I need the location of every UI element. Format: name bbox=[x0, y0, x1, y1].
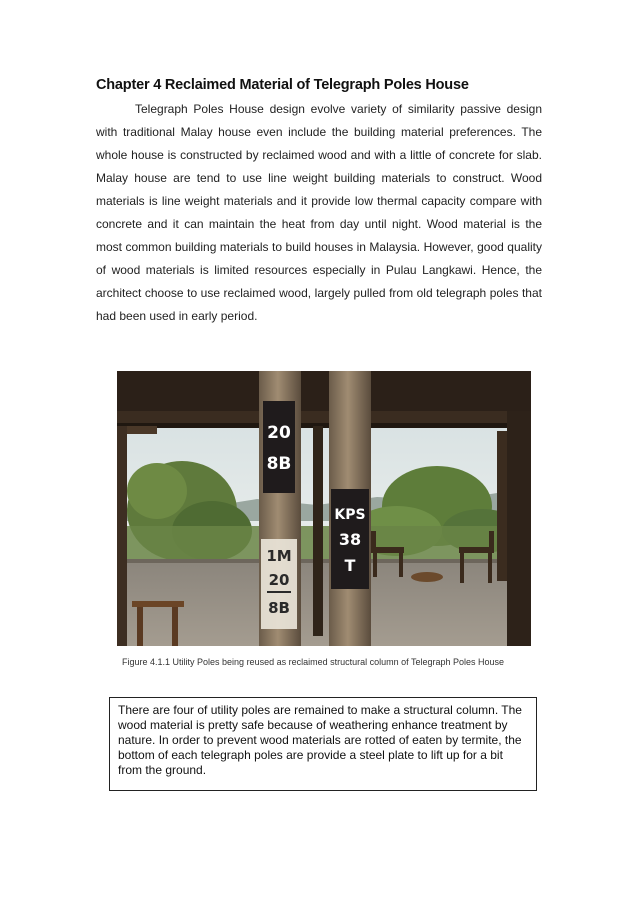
figure-caption: Figure 4.1.1 Utility Poles being reused as reclaimed structural column of Telegraph Poles House bbox=[122, 657, 505, 667]
pole-left-lower-line3: 8B bbox=[268, 599, 290, 617]
left-frame bbox=[117, 426, 127, 646]
pole-left-tag-line2: 8B bbox=[266, 454, 292, 474]
pole-left-lower-line2: 20 bbox=[268, 571, 290, 589]
chapter-heading: Chapter 4 Reclaimed Material of Telegraph Poles House bbox=[96, 77, 469, 93]
pole-right-tag-line2: 38 bbox=[338, 530, 362, 549]
wooden-bowl bbox=[411, 572, 443, 582]
body-paragraph: Telegraph Poles House design evolve variety of similarity passive design with traditional Malay house even include the building material preferences. The whole house is constructed by reclaimed wood and with a little of concrete for slab. Malay house are tend to use line weight building materials to construct. Wood materials is line weight materials and it provide low thermal capacity compare with concrete and it can maintain the heat from day until night. Wood material is the most common building materials to build houses in Malaysia. However, good quality of wood materials is limited resources especially in Pulau Langkawi. Hence, the architect choose to use reclaimed wood, largely pulled from old telegraph poles that had been used in early period. bbox=[96, 102, 542, 323]
figure-photo bbox=[117, 371, 531, 646]
back-post bbox=[313, 426, 323, 636]
right-frame bbox=[507, 411, 531, 646]
note-box bbox=[109, 697, 537, 791]
pole-left-lower-line1: 1M bbox=[266, 547, 292, 565]
pole-right-tag-line1: KPS bbox=[334, 507, 366, 523]
pole-right-tag-line3: T bbox=[344, 556, 356, 575]
pole-left-tag-line1: 20 bbox=[267, 423, 291, 443]
body-text bbox=[96, 98, 542, 328]
note-text: There are four of utility poles are remained to make a structural column. The wood material is pretty safe because of weathering enhance treatment by nature. In order to prevent wood materials are rotted of eaten by termite, the bottom of each telegraph poles are provide a steel plate to lift up for a bit from the ground. bbox=[118, 703, 522, 777]
telegraph-pole-right bbox=[329, 371, 371, 646]
telegraph-pole-left bbox=[259, 371, 301, 646]
